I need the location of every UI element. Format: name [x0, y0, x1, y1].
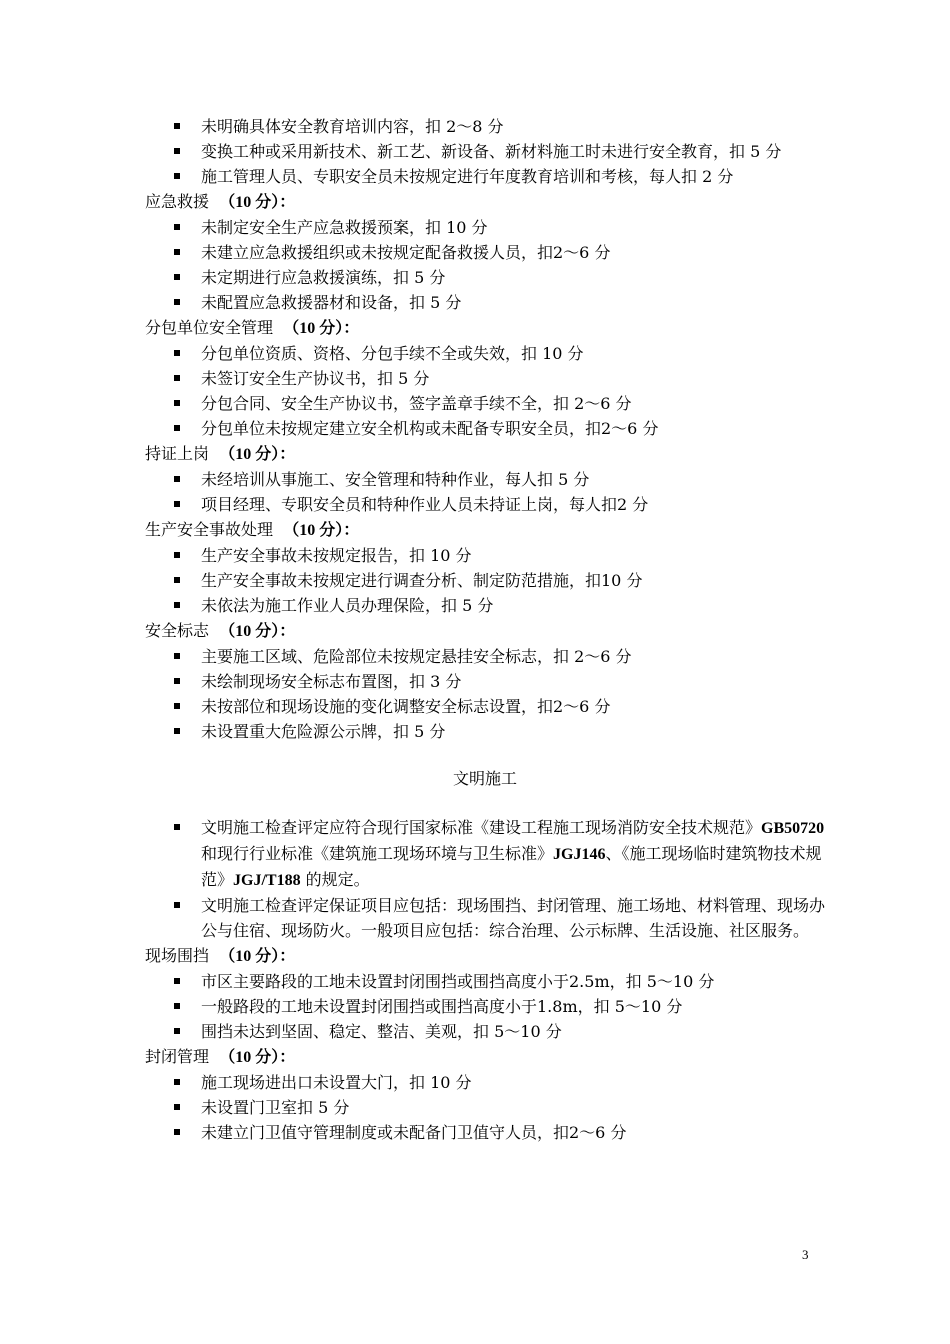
standard-code: JGJ146	[553, 846, 606, 863]
list-item-text: 未明确具体安全教育培训内容，扣 2～8 分	[201, 117, 504, 136]
section-points: （10 分）：	[219, 194, 296, 211]
list-item	[145, 467, 825, 492]
square-bullet-icon	[174, 148, 180, 154]
intro-list	[145, 114, 825, 189]
standard-code: JGJ/T188	[233, 872, 301, 889]
list-item-text: 分包单位未按规定建立安全机构或未配备专职安全员，扣2～6 分	[201, 419, 659, 438]
section-points: （10 分）：	[219, 948, 296, 965]
section-list	[145, 215, 825, 315]
list-item-text: 未设置门卫室扣 5 分	[201, 1098, 350, 1117]
list-item	[145, 994, 825, 1019]
list-item-text: 生产安全事故未按规定进行调查分析、制定防范措施，扣10 分	[201, 571, 643, 590]
list-item-text: 未绘制现场安全标志布置图，扣 3 分	[201, 672, 462, 691]
list-item	[145, 391, 825, 416]
list-item	[145, 593, 825, 618]
square-bullet-icon	[174, 400, 180, 406]
square-bullet-icon	[174, 224, 180, 230]
section-heading	[145, 943, 825, 969]
square-bullet-icon	[174, 501, 180, 507]
standard-code: GB50720	[761, 820, 825, 837]
section-title: 分包单位安全管理	[145, 318, 274, 337]
section-list	[145, 969, 825, 1044]
list-item	[145, 1070, 825, 1095]
section-heading	[145, 618, 825, 644]
section-list	[145, 467, 825, 517]
square-bullet-icon	[174, 274, 180, 280]
page-content	[145, 114, 825, 1145]
square-bullet-icon	[174, 1003, 180, 1009]
section-title: 生产安全事故处理	[145, 520, 274, 539]
list-item	[145, 114, 825, 139]
square-bullet-icon	[174, 902, 180, 908]
chapter-intro-list	[145, 815, 825, 943]
list-item	[145, 341, 825, 366]
section-title: 应急救援	[145, 192, 210, 211]
list-item-text: 未按部位和现场设施的变化调整安全标志设置，扣2～6 分	[201, 697, 611, 716]
list-item-text: 文明施工检查评定保证项目应包括：现场围挡、封闭管理、施工场地、材料管理、现场办公与住宿、现场防火。一般项目应包括：综合治理、公示标牌、生活设施、社区服务。	[201, 896, 826, 940]
section-heading	[145, 1044, 825, 1070]
page-number: 3	[802, 1247, 809, 1262]
list-item	[145, 543, 825, 568]
section-title: 持证上岗	[145, 444, 210, 463]
square-bullet-icon	[174, 653, 180, 659]
list-item-text: 未定期进行应急救援演练，扣 5 分	[201, 268, 446, 287]
list-item	[145, 139, 825, 164]
list-item-text: 生产安全事故未按规定报告，扣 10 分	[201, 546, 472, 565]
list-item	[145, 1019, 825, 1044]
square-bullet-icon	[174, 1104, 180, 1110]
section-points: （10 分）：	[283, 522, 360, 539]
list-item	[145, 1095, 825, 1120]
list-item-text: 未建立应急救援组织或未按规定配备救援人员，扣2～6 分	[201, 243, 611, 262]
square-bullet-icon	[174, 476, 180, 482]
list-item	[145, 215, 825, 240]
list-item-text: 围挡未达到坚固、稳定、整洁、美观，扣 5～10 分	[201, 1022, 562, 1041]
list-item	[145, 969, 825, 994]
list-item	[145, 265, 825, 290]
list-item	[145, 1120, 825, 1145]
list-item-text: 未经培训从事施工、安全管理和特种作业，每人扣 5 分	[201, 470, 590, 489]
list-item-text: 文明施工检查评定应符合现行国家标准《建设工程施工现场消防安全技术规范》	[201, 818, 762, 837]
list-item-text: 变换工种或采用新技术、新工艺、新设备、新材料施工时未进行安全教育，扣 5 分	[201, 142, 782, 161]
list-item	[145, 416, 825, 441]
square-bullet-icon	[174, 978, 180, 984]
list-item-text: 未建立门卫值守管理制度或未配备门卫值守人员，扣2～6 分	[201, 1123, 627, 1142]
square-bullet-icon	[174, 425, 180, 431]
list-item-text: 施工管理人员、专职安全员未按规定进行年度教育培训和考核，每人扣 2 分	[201, 167, 734, 186]
section-heading	[145, 441, 825, 467]
list-item	[145, 694, 825, 719]
list-item-text: 的规定。	[300, 870, 370, 889]
section-title: 安全标志	[145, 621, 210, 640]
list-item	[145, 240, 825, 265]
square-bullet-icon	[174, 552, 180, 558]
chapter-title: 文明施工	[452, 769, 517, 788]
square-bullet-icon	[174, 350, 180, 356]
square-bullet-icon	[174, 1028, 180, 1034]
list-item-text: 未依法为施工作业人员办理保险，扣 5 分	[201, 596, 494, 615]
list-item	[145, 893, 825, 943]
square-bullet-icon	[174, 1129, 180, 1135]
section-points: （10 分）：	[219, 1049, 296, 1066]
list-item-text: 未配置应急救援器材和设备，扣 5 分	[201, 293, 462, 312]
list-item	[145, 164, 825, 189]
square-bullet-icon	[174, 375, 180, 381]
square-bullet-icon	[174, 123, 180, 129]
square-bullet-icon	[174, 299, 180, 305]
list-item-text: 分包单位资质、资格、分包手续不全或失效，扣 10 分	[201, 344, 584, 363]
list-item	[145, 815, 825, 893]
section-heading	[145, 315, 825, 341]
list-item-text: 、《施工现场临时建筑物技术规范》	[201, 844, 822, 889]
list-item-text: 分包合同、安全生产协议书，签字盖章手续不全，扣 2～6 分	[201, 394, 632, 413]
list-item	[145, 366, 825, 391]
list-item	[145, 669, 825, 694]
list-item	[145, 568, 825, 593]
section-title: 封闭管理	[145, 1047, 210, 1066]
square-bullet-icon	[174, 824, 180, 830]
section-list	[145, 1070, 825, 1145]
list-item	[145, 719, 825, 744]
square-bullet-icon	[174, 678, 180, 684]
section-list	[145, 543, 825, 618]
list-item	[145, 644, 825, 669]
square-bullet-icon	[174, 602, 180, 608]
list-item-text: 未制定安全生产应急救援预案，扣 10 分	[201, 218, 488, 237]
section-points: （10 分）：	[283, 320, 360, 337]
square-bullet-icon	[174, 1079, 180, 1085]
square-bullet-icon	[174, 703, 180, 709]
section-title: 现场围挡	[145, 946, 210, 965]
list-item-text: 未设置重大危险源公示牌，扣 5 分	[201, 722, 446, 741]
square-bullet-icon	[174, 249, 180, 255]
section-list	[145, 644, 825, 744]
section-heading	[145, 517, 825, 543]
square-bullet-icon	[174, 577, 180, 583]
list-item	[145, 492, 825, 517]
list-item-text: 一般路段的工地未设置封闭围挡或围挡高度小于1.8m，扣 5～10 分	[201, 997, 683, 1016]
list-item-text: 项目经理、专职安全员和特种作业人员未持证上岗，每人扣2 分	[201, 495, 649, 514]
list-item-text: 施工现场进出口未设置大门，扣 10 分	[201, 1073, 472, 1092]
section-points: （10 分）：	[219, 446, 296, 463]
section-list	[145, 341, 825, 441]
list-item-text: 和现行行业标准《建筑施工现场环境与卫生标准》	[201, 844, 554, 863]
section-heading	[145, 189, 825, 215]
square-bullet-icon	[174, 728, 180, 734]
list-item	[145, 290, 825, 315]
list-item-text: 主要施工区域、危险部位未按规定悬挂安全标志，扣 2～6 分	[201, 647, 632, 666]
section-points: （10 分）：	[219, 623, 296, 640]
square-bullet-icon	[174, 173, 180, 179]
list-item-text: 市区主要路段的工地未设置封闭围挡或围挡高度小于2.5m，扣 5～10 分	[201, 972, 715, 991]
list-item-text: 未签订安全生产协议书，扣 5 分	[201, 369, 430, 388]
